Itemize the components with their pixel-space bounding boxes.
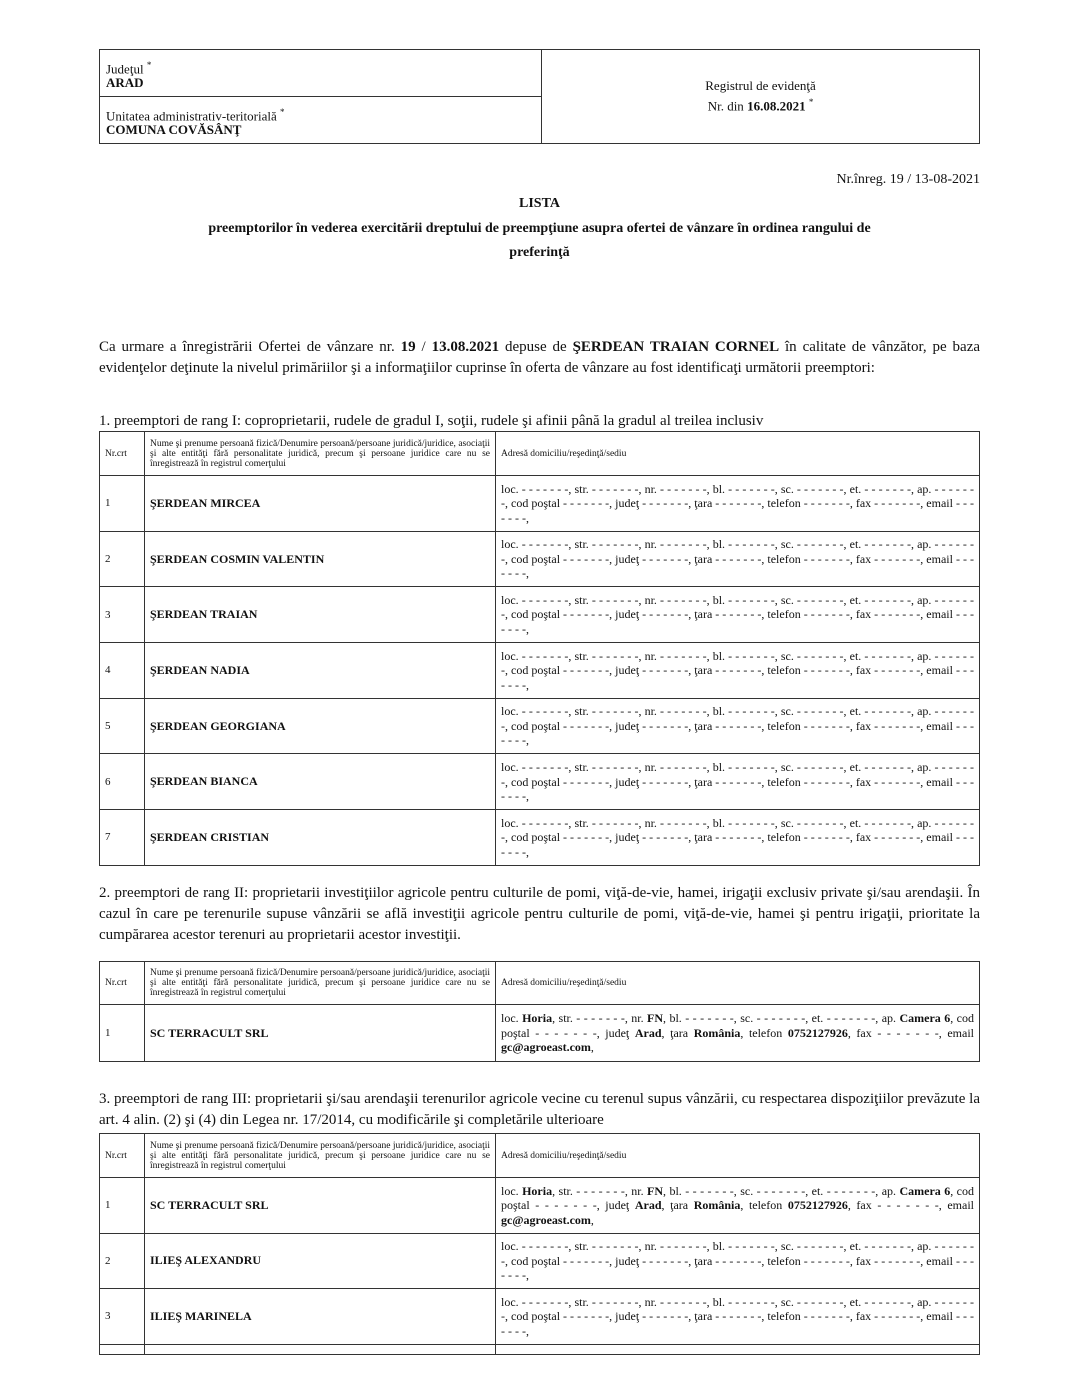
column-nr: Nr.crt bbox=[100, 432, 145, 476]
text-segment: FN bbox=[647, 1011, 664, 1026]
row-number: 3 bbox=[100, 587, 145, 643]
preemptor-address: loc. - - - - - - -, str. - - - - - - -, nr. - - - - - - -, bl. - - - - - - -, sc. - - - - - - -, et. - - - - - - -, ap. - - - - - - -, cod poştal - - - - - - -, judeţ - - - - - - -, ţara - - - - - - -, telefon - - - - - - -, fax - - - - - - -, email - - - - - - -, bbox=[496, 476, 980, 532]
table-row bbox=[100, 1178, 980, 1234]
text-segment: FN bbox=[647, 1183, 664, 1198]
text-segment: Camera 6 bbox=[899, 1011, 951, 1026]
table-header-row bbox=[100, 1134, 980, 1178]
preemptor-name: ŞERDEAN BIANCA bbox=[145, 754, 496, 810]
table-row bbox=[100, 1344, 980, 1354]
text-segment: 0752127926 bbox=[787, 1198, 848, 1212]
table-row bbox=[100, 587, 980, 643]
table-row bbox=[100, 1005, 980, 1062]
column-address: Adresă domiciliu/reşedinţă/sediu bbox=[496, 1134, 980, 1178]
preemptor-table-1 bbox=[99, 431, 980, 866]
text-segment: depuse de bbox=[499, 339, 573, 355]
text-segment: , bbox=[590, 1040, 594, 1055]
preemptor-address bbox=[496, 1178, 980, 1234]
section-heading-3: 3. preemptori de rang III: proprietarii şi/sau arendaşii terenurilor agricole vecine cu terenul supus vânzării, cu respectarea dispoziţiilor prevăzute la art. 4 alin. (2) şi (4) din Legea nr. 17/2014, cu modificările şi completările ulterioare bbox=[99, 1091, 980, 1128]
text-segment: / bbox=[415, 339, 432, 355]
text-segment: , ţara bbox=[661, 1198, 694, 1212]
column-address: Adresă domiciliu/reşedinţă/sediu bbox=[496, 432, 980, 476]
preemptor-name: SC TERRACULT SRL bbox=[145, 1005, 496, 1062]
text-segment: Arad bbox=[634, 1025, 662, 1040]
text-segment: Horia bbox=[522, 1183, 553, 1198]
text-segment: , telefon bbox=[740, 1198, 788, 1212]
required-mark: * bbox=[280, 107, 285, 117]
section-heading-1: 1. preemptori de rang I: coproprietarii, rudele de gradul I, soţii, rudele şi afinii până la gradul al treilea inclusiv bbox=[99, 413, 764, 429]
text-segment: Arad bbox=[634, 1198, 662, 1212]
text-segment: , bl. - - - - - - -, sc. - - - - - - -, et. - - - - - - -, ap. bbox=[663, 1183, 900, 1198]
document-subtitle: preemptorilor în vederea exercitării dreptului de preempţiune asupra ofertei de vânzare în ordinea rangului de bbox=[208, 221, 871, 236]
preemptor-address: loc. - - - - - - -, str. - - - - - - -, nr. - - - - - - -, bl. - - - - - - -, sc. - - - - - - -, et. - - - - - - -, ap. - - - - - - -, cod poştal - - - - - - -, judeţ - - - - - - -, ţara - - - - - - -, telefon - - - - - - -, fax - - - - - - -, email - - - - - - -, bbox=[496, 810, 980, 866]
preemptor-address: loc. - - - - - - -, str. - - - - - - -, nr. - - - - - - -, bl. - - - - - - -, sc. - - - - - - -, et. - - - - - - -, ap. - - - - - - -, cod poştal - - - - - - -, judeţ - - - - - - -, ţara - - - - - - -, telefon - - - - - - -, fax - - - - - - -, email - - - - - - -, bbox=[496, 643, 980, 699]
text-segment: gc@agroeast.com bbox=[501, 1040, 591, 1055]
preemptor-address: loc. - - - - - - -, str. - - - - - - -, nr. - - - - - - -, bl. - - - - - - -, sc. - - - - - - -, et. - - - - - - -, ap. - - - - - - -, cod poştal - - - - - - -, judeţ - - - - - - -, ţara - - - - - - -, telefon - - - - - - -, fax - - - - - - -, email - - - - - - -, bbox=[496, 698, 980, 754]
text-segment: gc@agroeast.com bbox=[501, 1212, 591, 1227]
document-subtitle-cont: preferinţă bbox=[509, 245, 570, 260]
table-row bbox=[100, 698, 980, 754]
required-mark: * bbox=[808, 97, 814, 108]
text-segment: , fax - - - - - - -, email bbox=[847, 1025, 975, 1040]
text-segment: , cod poştal - - - - - - -, judeţ bbox=[501, 1183, 974, 1212]
text-segment: , ţara bbox=[661, 1025, 694, 1040]
preemptor-address bbox=[496, 1344, 980, 1354]
county-cell bbox=[100, 50, 541, 96]
text-segment: Horia bbox=[522, 1011, 553, 1026]
text-segment: ŞERDEAN TRAIAN CORNEL bbox=[572, 339, 780, 355]
text-segment: , bl. - - - - - - -, sc. - - - - - - -, et. - - - - - - -, ap. bbox=[663, 1011, 900, 1026]
county-value: ARAD bbox=[106, 75, 144, 91]
text-segment: 19 bbox=[400, 339, 416, 355]
column-name: Nume şi prenume persoană fizică/Denumire persoană/persoane juridică/juridice, asociaţii şi alte entităţi fără personalitate juridică, precum şi persoane juridice care nu se înregistrează în registrul comerţului bbox=[145, 432, 496, 476]
preemptor-table-2 bbox=[99, 961, 980, 1062]
text-segment: loc. bbox=[501, 1011, 523, 1026]
row-number: 7 bbox=[100, 810, 145, 866]
text-segment: Camera 6 bbox=[899, 1183, 951, 1198]
preemptor-name: ŞERDEAN NADIA bbox=[145, 643, 496, 699]
registry-nr: Nr. din bbox=[707, 98, 744, 114]
table-header-row bbox=[100, 432, 980, 476]
county-label: Judeţul bbox=[106, 61, 144, 77]
row-number: 3 bbox=[100, 1289, 145, 1345]
table-row bbox=[100, 476, 980, 532]
table-row bbox=[100, 1289, 980, 1345]
preemptor-name: ŞERDEAN GEORGIANA bbox=[145, 698, 496, 754]
text-segment: , cod poştal - - - - - - -, judeţ bbox=[501, 1011, 974, 1040]
preemptor-address: loc. - - - - - - -, str. - - - - - - -, nr. - - - - - - -, bl. - - - - - - -, sc. - - - - - - -, et. - - - - - - -, ap. - - - - - - -, cod poştal - - - - - - -, judeţ - - - - - - -, ţara - - - - - - -, telefon - - - - - - -, fax - - - - - - -, email - - - - - - -, bbox=[496, 754, 980, 810]
text-segment: loc. bbox=[501, 1183, 523, 1198]
row-number: 5 bbox=[100, 698, 145, 754]
text-segment: 13.08.2021 bbox=[431, 339, 500, 355]
preemptor-name: ŞERDEAN CRISTIAN bbox=[145, 810, 496, 866]
section-heading-2: 2. preemptori de rang II: proprietarii investiţiilor agricole pentru culturile de pomi, viţă-de-vie, hamei, irigaţii exclusiv private şi/sau arendaşii. În cazul în care pe terenurile supuse vânzării se află investiţii agricole pentru culturile de pomi, viţă-de-vie, hamei şi pentru irigaţii, prioritate la cumpărarea acestor terenuri au proprietarii acestor investiţii. bbox=[99, 885, 980, 943]
column-nr: Nr.crt bbox=[100, 962, 145, 1005]
text-segment: România bbox=[693, 1025, 741, 1040]
text-segment: , fax - - - - - - -, email bbox=[847, 1198, 975, 1212]
uat-label: Unitatea administrativ-teritorială bbox=[106, 108, 277, 124]
registry-date: 16.08.2021 bbox=[747, 98, 806, 114]
text-segment: Ca urmare a înregistrării Ofertei de vânzare nr. bbox=[99, 339, 401, 355]
preemptor-name: ILIEŞ MARINELA bbox=[145, 1289, 496, 1345]
column-nr: Nr.crt bbox=[100, 1134, 145, 1178]
preemptor-address: loc. - - - - - - -, str. - - - - - - -, nr. - - - - - - -, bl. - - - - - - -, sc. - - - - - - -, et. - - - - - - -, ap. - - - - - - -, cod poştal - - - - - - -, judeţ - - - - - - -, ţara - - - - - - -, telefon - - - - - - -, fax - - - - - - -, email - - - - - - -, bbox=[496, 1233, 980, 1289]
column-address: Adresă domiciliu/reşedinţă/sediu bbox=[496, 962, 980, 1005]
text-segment: , str. - - - - - - -, nr. bbox=[552, 1183, 648, 1198]
text-segment: în calitate de vânzător, pe baza evidenţelor deţinute la nivelul primăriilor şi a informaţiilor cuprinse în oferta de vânzare au fost identificaţi următorii preemptori: bbox=[99, 339, 981, 376]
text-segment: România bbox=[693, 1198, 741, 1212]
table-row bbox=[100, 531, 980, 587]
preemptor-name: ŞERDEAN COSMIN VALENTIN bbox=[145, 531, 496, 587]
row-number: 1 bbox=[100, 476, 145, 532]
preemptor-address: loc. - - - - - - -, str. - - - - - - -, nr. - - - - - - -, bl. - - - - - - -, sc. - - - - - - -, et. - - - - - - -, ap. - - - - - - -, cod poştal - - - - - - -, judeţ - - - - - - -, ţara - - - - - - -, telefon - - - - - - -, fax - - - - - - -, email - - - - - - -, bbox=[496, 531, 980, 587]
registry-label: Registrul de evidenţă bbox=[705, 78, 816, 94]
row-number: 2 bbox=[100, 1233, 145, 1289]
row-number: 6 bbox=[100, 754, 145, 810]
preemptor-table-3 bbox=[99, 1133, 980, 1355]
row-number: 1 bbox=[100, 1178, 145, 1234]
preemptor-name: ŞERDEAN TRAIAN bbox=[145, 587, 496, 643]
document-title: LISTA bbox=[519, 196, 560, 211]
preemptor-name: ŞERDEAN MIRCEA bbox=[145, 476, 496, 532]
preemptor-name: SC TERRACULT SRL bbox=[145, 1178, 496, 1234]
preemptor-address: loc. - - - - - - -, str. - - - - - - -, nr. - - - - - - -, bl. - - - - - - -, sc. - - - - - - -, et. - - - - - - -, ap. - - - - - - -, cod poştal - - - - - - -, judeţ - - - - - - -, ţara - - - - - - -, telefon - - - - - - -, fax - - - - - - -, email - - - - - - -, bbox=[496, 587, 980, 643]
table-header-row bbox=[100, 962, 980, 1005]
uat-value: COMUNA COVĂSÂNŢ bbox=[106, 122, 242, 138]
text-segment: , bbox=[590, 1212, 594, 1227]
preemptor-address bbox=[496, 1005, 980, 1062]
column-name: Nume şi prenume persoană fizică/Denumire persoană/persoane juridică/juridice, asociaţii şi alte entităţi fără personalitate juridică, precum şi persoane juridice care nu se înregistrează în registrul comerţului bbox=[145, 1134, 496, 1178]
row-number: 2 bbox=[100, 531, 145, 587]
registry-cell bbox=[542, 50, 979, 143]
preemptor-name bbox=[145, 1344, 496, 1354]
required-mark: * bbox=[146, 60, 152, 70]
intro-paragraph bbox=[99, 337, 980, 379]
table-row bbox=[100, 754, 980, 810]
registration-number: Nr.înreg. 19 / 13-08-2021 bbox=[836, 172, 980, 187]
text-segment: , telefon bbox=[740, 1025, 788, 1040]
uat-cell bbox=[100, 96, 541, 143]
row-number: 1 bbox=[100, 1005, 145, 1062]
table-row bbox=[100, 1233, 980, 1289]
preemptor-name: ILIEŞ ALEXANDRU bbox=[145, 1233, 496, 1289]
preemptor-address: loc. - - - - - - -, str. - - - - - - -, nr. - - - - - - -, bl. - - - - - - -, sc. - - - - - - -, et. - - - - - - -, ap. - - - - - - -, cod poştal - - - - - - -, judeţ - - - - - - -, ţara - - - - - - -, telefon - - - - - - -, fax - - - - - - -, email - - - - - - -, bbox=[496, 1289, 980, 1345]
text-segment: , str. - - - - - - -, nr. bbox=[552, 1011, 648, 1026]
row-number bbox=[100, 1344, 145, 1354]
table-row bbox=[100, 643, 980, 699]
table-row bbox=[100, 810, 980, 866]
header-box bbox=[99, 49, 980, 144]
row-number: 4 bbox=[100, 643, 145, 699]
column-name: Nume şi prenume persoană fizică/Denumire persoană/persoane juridică/juridice, asociaţii şi alte entităţi fără personalitate juridică, precum şi persoane juridice care nu se înregistrează în registrul comerţului bbox=[145, 962, 496, 1005]
text-segment: 0752127926 bbox=[787, 1025, 848, 1040]
